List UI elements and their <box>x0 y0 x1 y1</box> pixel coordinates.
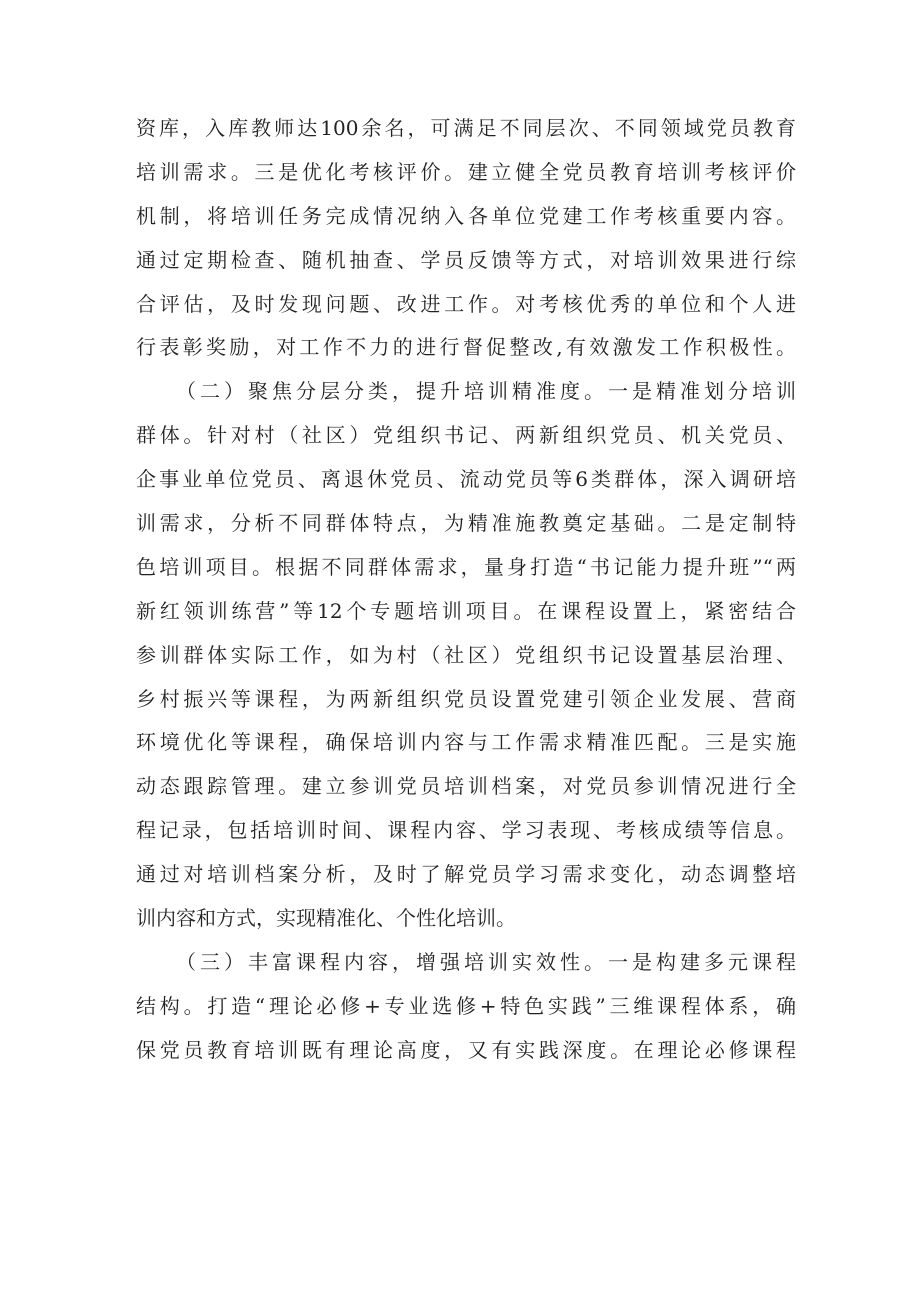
text-line: 资库，入库教师达100余名，可满足不同层次、不同领域党员教育 <box>136 116 796 140</box>
text-line: 合评估，及时发现问题、改进工作。对考核优秀的单位和个人进 <box>136 291 796 316</box>
paragraph-evaluation <box>136 107 796 370</box>
text-line: 训需求，分析不同群体特点，为精准施教奠定基础。二是定制特 <box>136 511 796 536</box>
text-line: 新红领训练营”等12个专题培训项目。在课程设置上，紧密结合 <box>136 598 796 623</box>
paragraph-section-3 <box>136 941 796 1073</box>
text-line: 动态跟踪管理。建立参训党员培训档案，对党员参训情况进行全 <box>136 774 796 799</box>
text-line: 结构。打造“理论必修+专业选修+特色实践”三维课程体系，确 <box>136 993 796 1018</box>
text-line: 通过定期检查、随机抽查、学员反馈等方式，对培训效果进行综 <box>136 247 796 272</box>
text-line: 保党员教育培训既有理论高度，又有实践深度。在理论必修课程 <box>136 1037 796 1062</box>
text-line: 通过对培训档案分析，及时了解党员学习需求变化，动态调整培 <box>136 862 796 887</box>
paragraph-section-2 <box>136 370 796 941</box>
text-line: 机制，将培训任务完成情况纳入各单位党建工作考核重要内容。 <box>136 203 796 228</box>
section-heading-line: （二）聚焦分层分类，提升培训精准度。一是精准划分培训 <box>176 379 796 404</box>
text-line: 训内容和方式，实现精准化、个性化培训。 <box>136 906 516 931</box>
text-line: 群体。针对村（社区）党组织书记、两新组织党员、机关党员、 <box>136 423 796 448</box>
text-line: 乡村振兴等课程，为两新组织党员设置党建引领企业发展、营商 <box>136 686 796 711</box>
text-line: 色培训项目。根据不同群体需求，量身打造“书记能力提升班”“两 <box>136 554 796 579</box>
text-line: 参训群体实际工作，如为村（社区）党组织书记设置基层治理、 <box>136 642 796 667</box>
section-heading-line: （三）丰富课程内容，增强培训实效性。一是构建多元课程 <box>176 949 796 974</box>
text-line: 培训需求。三是优化考核评价。建立健全党员教育培训考核评价 <box>136 159 796 184</box>
text-line: 环境优化等课程，确保培训内容与工作需求精准匹配。三是实施 <box>136 730 796 755</box>
text-line: 程记录，包括培训时间、课程内容、学习表现、考核成绩等信息。 <box>136 818 796 843</box>
document-body <box>136 107 796 1073</box>
text-line: 行表彰奖励，对工作不力的进行督促整改,有效激发工作积极性。 <box>136 335 796 360</box>
text-line: 企事业单位党员、离退休党员、流动党员等6类群体，深入调研培 <box>136 467 796 492</box>
